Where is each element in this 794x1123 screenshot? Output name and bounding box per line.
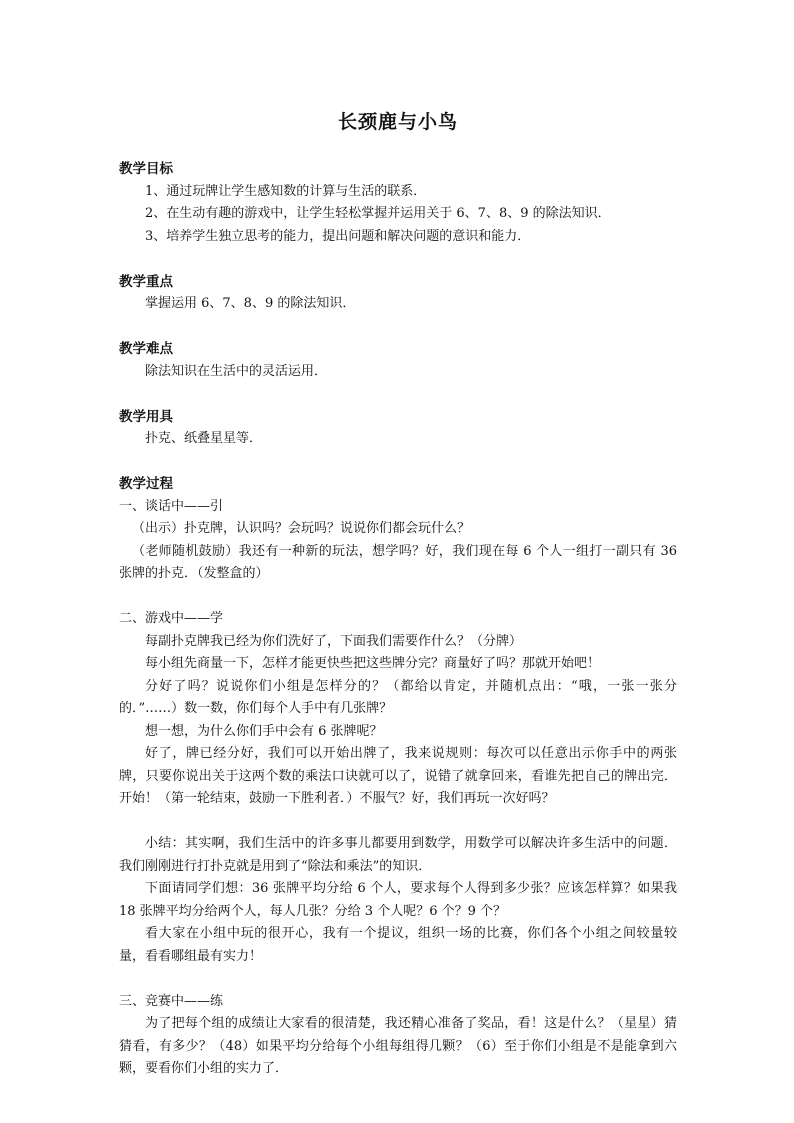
section-key-points xyxy=(119,271,677,316)
difficulties-text: 除法知识在生活中的灵活运用． xyxy=(145,363,328,379)
paragraph: （老师随机鼓励）我还有一种新的玩法，想学吗？好，我们现在每 6 个人一组打一副只有 36 张牌的扑克．（发整盒的） xyxy=(119,543,677,581)
paragraph: 为了把每个组的成绩让大家看的很清楚，我还精心准备了奖品，看！这是什么？（星星）猜猜看，有多少？（48）如果平均分给每个小组每组得几颗？（6）至于你们小组是不是能拿到六颗，要看你们小组的实力了． xyxy=(119,1016,677,1076)
paragraph: 好了，牌已经分好，我们可以开始出牌了，我来说规则：每次可以任意出示你手中的两张牌，只要你说出关于这两个数的乘法口诀就可以了，说错了就拿回来，看谁先把自己的牌出完．开始！（第一轮结束，鼓励一下胜利者．）不服气？好，我们再玩一次好吗？ xyxy=(119,746,677,806)
paragraph: 看大家在小组中玩的很开心，我有一个提议，组织一场的比赛，你们各个小组之间较量较量，看看哪组最有实力！ xyxy=(119,926,677,964)
paragraph: 分好了吗？说说你们小组是怎样分的？（都给以肯定，并随机点出：“哦，一张一张分的．”……）数一数，你们每个人手中有几张牌？ xyxy=(119,678,677,716)
paragraph: 每副扑克牌我已经为你们洗好了，下面我们需要作什么？（分牌） xyxy=(145,633,523,649)
section-heading-tools: 教学用具 xyxy=(119,408,173,425)
process-part-2 xyxy=(119,608,677,968)
objective-item: 3、培养学生独立思考的能力，提出问题和解决问题的意识和能力． xyxy=(145,228,531,244)
part-heading: 一、谈话中——引 xyxy=(119,498,224,514)
document-title: 长颈鹿与小鸟 xyxy=(337,111,458,133)
section-objectives xyxy=(119,158,677,248)
section-process xyxy=(119,473,677,1081)
section-tools xyxy=(119,406,677,451)
paragraph: 每小组先商量一下，怎样才能更快些把这些牌分完？商量好了吗？那就开始吧！ xyxy=(145,656,601,671)
document-body xyxy=(119,158,677,1081)
section-heading-process: 教学过程 xyxy=(119,476,173,492)
process-part-1 xyxy=(119,496,677,586)
tools-text: 扑克、纸叠星星等． xyxy=(145,431,263,446)
paragraph: 小结：其实啊，我们生活中的许多事儿都要用到数学，用数学可以解决许多生活中的问题．我们刚刚进行打扑克就是用到了“除法和乘法”的知识． xyxy=(119,836,677,874)
objective-item: 1、通过玩牌让学生感知数的计算与生活的联系． xyxy=(145,183,427,199)
section-heading-objectives: 教学目标 xyxy=(119,161,173,177)
part-heading: 三、竞赛中——练 xyxy=(119,993,224,1009)
process-part-3 xyxy=(119,991,677,1081)
section-heading-key-points: 教学重点 xyxy=(119,273,173,290)
paragraph: 下面请同学们想：36 张牌平均分给 6 个人，要求每个人得到多少张？应该怎样算？如果我 18 张牌平均分给两个人，每人几张？分给 3 个人呢？6 个？9 个？ xyxy=(119,881,677,919)
part-heading: 二、游戏中——学 xyxy=(119,611,224,626)
paragraph: （出示）扑克牌，认识吗？会玩吗？说说你们都会玩什么？ xyxy=(132,521,471,536)
section-difficulties xyxy=(119,338,677,383)
paragraph: 想一想，为什么你们手中会有 6 张牌呢？ xyxy=(145,723,383,739)
key-points-text: 掌握运用 6、7、8、9 的除法知识． xyxy=(145,296,356,311)
objective-item: 2、在生动有趣的游戏中，让学生轻松掌握并运用关于 6、7、8、9 的除法知识． xyxy=(145,206,611,221)
section-heading-difficulties: 教学难点 xyxy=(119,341,173,357)
